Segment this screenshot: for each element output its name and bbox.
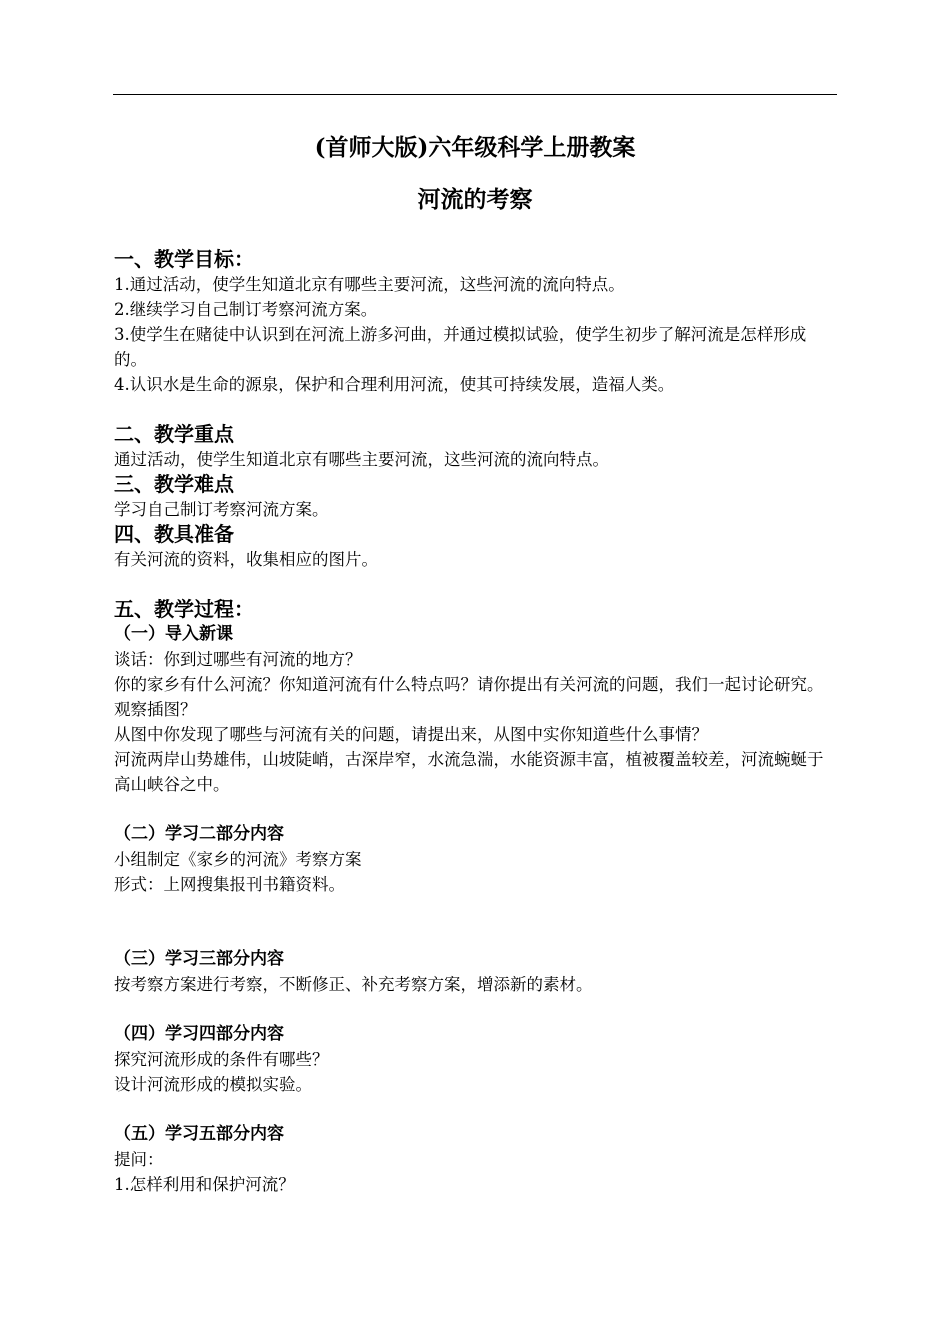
section-heading-difficulties: 三、教学难点 [114,472,234,496]
paragraph-line: 形式：上网搜集报刊书籍资料。 [114,875,345,894]
section-text: 有关河流的资料，收集相应的图片。 [114,550,378,569]
paragraph-line: 从图中你发现了哪些与河流有关的问题，请提出来，从图中实你知道些什么事情？ [114,725,708,744]
paragraph-line: 探究河流形成的条件有哪些？ [114,1050,329,1069]
paragraph-line: 河流两岸山势雄伟，山坡陡峭，古深岸窄，水流急湍，水能资源丰富，植被覆盖较差，河流蜿蜒于高山峡谷之中。 [114,750,824,794]
document-body [114,247,838,1197]
subsection-heading: （三）学习三部分内容 [114,949,284,969]
subsection-heading: （五）学习五部分内容 [114,1124,284,1144]
paragraph-line: 观察插图？ [114,700,197,719]
header-rule [113,94,837,95]
paragraph-line: 提问： [114,1150,164,1169]
section-heading-process: 五、教学过程： [114,597,254,621]
objective-item: 2.继续学习自己制订考察河流方案。 [114,300,378,319]
paragraph-line: 你的家乡有什么河流？你知道河流有什么特点吗？请你提出有关河流的问题，我们一起讨论研究。 [114,675,824,694]
section-text: 通过活动，使学生知道北京有哪些主要河流，这些河流的流向特点。 [114,450,609,469]
subsection-heading: （二）学习二部分内容 [114,824,284,844]
objective-item: 4.认识水是生命的源泉，保护和合理利用河流，使其可持续发展，造福人类。 [114,375,675,394]
paragraph-line: 1.怎样利用和保护河流？ [114,1175,295,1194]
document-subtitle: 河流的考察 [417,186,533,213]
subsection-heading: （四）学习四部分内容 [114,1024,284,1044]
paragraph-line: 小组制定《家乡的河流》考察方案 [114,850,362,869]
objective-item: 1.通过活动，使学生知道北京有哪些主要河流，这些河流的流向特点。 [114,275,625,294]
paragraph-line: 按考察方案进行考察，不断修正、补充考察方案，增添新的素材。 [114,975,593,994]
document-title: (首师大版)六年级科学上册教案 [314,134,636,161]
subsection-heading: （一）导入新课 [114,624,233,644]
section-heading-objectives: 一、教学目标： [114,247,254,271]
section-text: 学习自己制订考察河流方案。 [114,500,329,519]
paragraph-line: 谈话：你到过哪些有河流的地方？ [114,650,362,669]
objective-item: 3.使学生在赌徒中认识到在河流上游多河曲，并通过模拟试验，使学生初步了解河流是怎样形成的。 [114,325,807,369]
section-heading-materials: 四、教具准备 [114,522,234,546]
paragraph-line: 设计河流形成的模拟实验。 [114,1075,312,1094]
section-heading-key-points: 二、教学重点 [114,422,234,446]
